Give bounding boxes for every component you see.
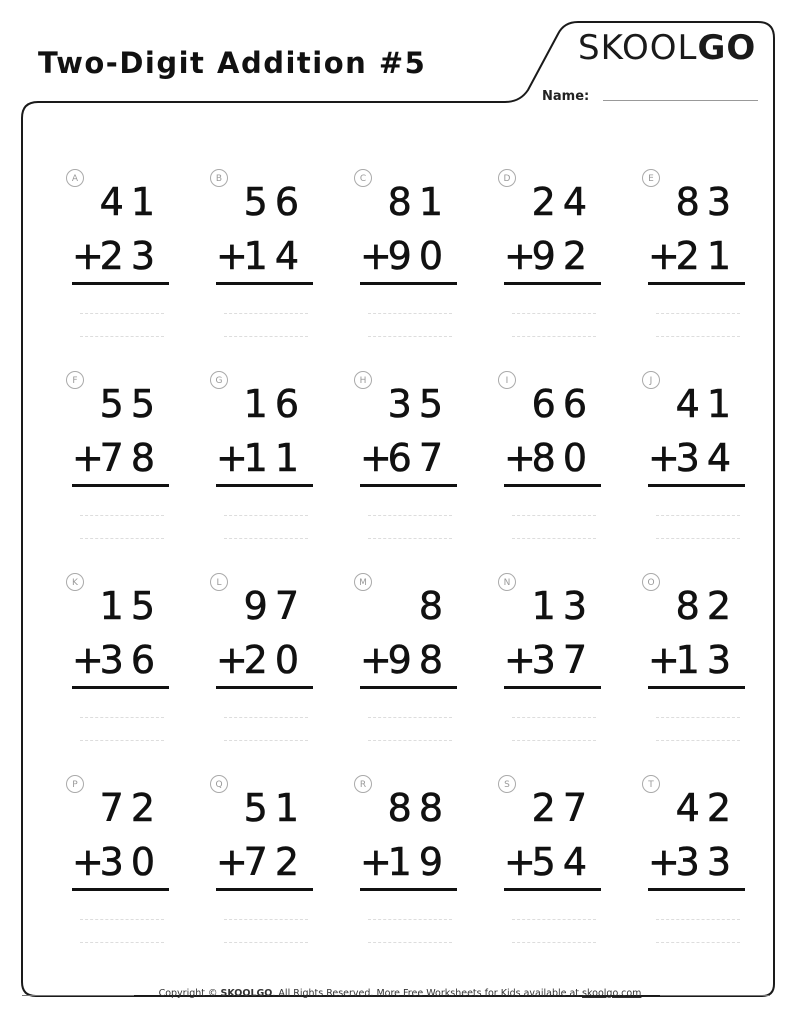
problem-c (324, 150, 468, 350)
answer-guide-line[interactable] (80, 942, 164, 943)
problem-letter-badge: M (354, 573, 372, 591)
problem-o (612, 554, 756, 754)
answer-line (360, 686, 457, 689)
bottom-addend: 80 (531, 436, 594, 480)
answer-guide-line[interactable] (224, 313, 308, 314)
answer-guide-line[interactable] (656, 740, 740, 741)
operator-row (216, 638, 314, 688)
operator-row (72, 840, 170, 890)
problem-letter-badge: K (66, 573, 84, 591)
answer-guide-line[interactable] (80, 538, 164, 539)
problem-letter-badge: L (210, 573, 228, 591)
plus-sign: + (72, 638, 104, 682)
top-addend: 81 (387, 180, 450, 224)
answer-guide-line[interactable] (512, 717, 596, 718)
bottom-addend: 13 (675, 638, 738, 682)
answer-guide-line[interactable] (368, 313, 452, 314)
answer-guide-line[interactable] (224, 538, 308, 539)
bottom-addend: 67 (387, 436, 450, 480)
operator-row (72, 234, 170, 284)
answer-guide-line[interactable] (512, 942, 596, 943)
worksheet-title: Two-Digit Addition #5 (38, 46, 427, 80)
bottom-addend: 21 (675, 234, 738, 278)
footer-brand: SKOOLGO (220, 988, 273, 999)
answer-guide-line[interactable] (80, 919, 164, 920)
problem-letter-badge: B (210, 169, 228, 187)
problem-t (612, 756, 756, 956)
answer-guide-line[interactable] (656, 336, 740, 337)
plus-sign: + (216, 638, 248, 682)
problem-p (36, 756, 180, 956)
answer-line (504, 484, 601, 487)
answer-guide-line[interactable] (224, 919, 308, 920)
answer-line (216, 888, 313, 891)
problem-letter-badge: N (498, 573, 516, 591)
top-addend: 27 (531, 786, 594, 830)
bottom-addend: 72 (243, 840, 306, 884)
top-addend: 51 (243, 786, 306, 830)
top-addend: 56 (243, 180, 306, 224)
answer-guide-line[interactable] (224, 717, 308, 718)
answer-guide-line[interactable] (80, 336, 164, 337)
problem-e (612, 150, 756, 350)
name-field[interactable] (603, 100, 758, 101)
problem-letter-badge: Q (210, 775, 228, 793)
footer-link[interactable]: skoolgo.com (582, 988, 642, 999)
answer-guide-line[interactable] (224, 515, 308, 516)
problem-q (180, 756, 324, 956)
bottom-addend: 19 (387, 840, 450, 884)
top-addend: 72 (99, 786, 162, 830)
problem-m (324, 554, 468, 754)
problem-j (612, 352, 756, 552)
answer-guide-line[interactable] (656, 313, 740, 314)
answer-line (648, 484, 745, 487)
operator-row (216, 840, 314, 890)
top-addend: 55 (99, 382, 162, 426)
problem-letter-badge: T (642, 775, 660, 793)
operator-row (216, 234, 314, 284)
answer-guide-line[interactable] (368, 942, 452, 943)
plus-sign: + (216, 436, 248, 480)
top-addend: 97 (243, 584, 306, 628)
answer-guide-line[interactable] (368, 538, 452, 539)
operator-row (648, 638, 746, 688)
footer-text-before: Copyright © (158, 988, 221, 999)
problem-s (468, 756, 612, 956)
problem-letter-badge: H (354, 371, 372, 389)
problem-letter-badge: P (66, 775, 84, 793)
logo-text-main: SKOOL (578, 28, 698, 68)
answer-line (216, 484, 313, 487)
bottom-addend: 37 (531, 638, 594, 682)
plus-sign: + (216, 234, 248, 278)
answer-guide-line[interactable] (368, 336, 452, 337)
answer-guide-line[interactable] (368, 717, 452, 718)
answer-line (504, 888, 601, 891)
skoolgo-logo (578, 28, 756, 68)
plus-sign: + (504, 638, 536, 682)
operator-row (648, 234, 746, 284)
answer-guide-line[interactable] (80, 717, 164, 718)
answer-guide-line[interactable] (656, 538, 740, 539)
top-addend: 83 (675, 180, 738, 224)
plus-sign: + (504, 840, 536, 884)
plus-sign: + (504, 234, 536, 278)
footer-text-middle: . All Rights Reserved. More Free Worksheets for Kids available at (272, 988, 583, 999)
top-addend: 24 (531, 180, 594, 224)
operator-row (72, 436, 170, 486)
answer-line (648, 282, 745, 285)
problem-k (36, 554, 180, 754)
problem-a (36, 150, 180, 350)
bottom-addend: 33 (675, 840, 738, 884)
operator-row (72, 638, 170, 688)
problem-letter-badge: C (354, 169, 372, 187)
problem-l (180, 554, 324, 754)
answer-guide-line[interactable] (656, 942, 740, 943)
operator-row (360, 436, 458, 486)
problem-letter-badge: D (498, 169, 516, 187)
problem-letter-badge: I (498, 371, 516, 389)
answer-guide-line[interactable] (80, 313, 164, 314)
answer-guide-line[interactable] (656, 919, 740, 920)
top-addend: 42 (675, 786, 738, 830)
answer-guide-line[interactable] (224, 942, 308, 943)
bottom-addend: 34 (675, 436, 738, 480)
top-addend: 16 (243, 382, 306, 426)
plus-sign: + (72, 840, 104, 884)
plus-sign: + (648, 840, 680, 884)
bottom-addend: 14 (243, 234, 306, 278)
problem-h (324, 352, 468, 552)
answer-guide-line[interactable] (80, 515, 164, 516)
bottom-addend: 36 (99, 638, 162, 682)
top-addend: 41 (99, 180, 162, 224)
operator-row (648, 840, 746, 890)
operator-row (504, 234, 602, 284)
answer-guide-line[interactable] (368, 515, 452, 516)
operator-row (360, 234, 458, 284)
plus-sign: + (360, 234, 392, 278)
answer-guide-line[interactable] (656, 717, 740, 718)
plus-sign: + (360, 436, 392, 480)
answer-line (216, 686, 313, 689)
answer-line (504, 686, 601, 689)
top-addend: 88 (387, 786, 450, 830)
answer-line (72, 484, 169, 487)
answer-guide-line[interactable] (512, 740, 596, 741)
answer-line (72, 686, 169, 689)
bottom-addend: 23 (99, 234, 162, 278)
bottom-addend: 20 (243, 638, 306, 682)
answer-guide-line[interactable] (368, 919, 452, 920)
answer-guide-line[interactable] (656, 515, 740, 516)
answer-guide-line[interactable] (224, 740, 308, 741)
problem-letter-badge: S (498, 775, 516, 793)
plus-sign: + (360, 840, 392, 884)
problem-letter-badge: F (66, 371, 84, 389)
plus-sign: + (216, 840, 248, 884)
bottom-addend: 90 (387, 234, 450, 278)
problem-f (36, 352, 180, 552)
answer-line (648, 686, 745, 689)
problem-letter-badge: J (642, 371, 660, 389)
answer-line (72, 282, 169, 285)
operator-row (504, 840, 602, 890)
top-addend: 13 (531, 584, 594, 628)
footer-copyright (0, 988, 800, 999)
answer-guide-line[interactable] (512, 313, 596, 314)
problem-letter-badge: O (642, 573, 660, 591)
problem-letter-badge: R (354, 775, 372, 793)
bottom-addend: 30 (99, 840, 162, 884)
problem-d (468, 150, 612, 350)
top-addend: 82 (675, 584, 738, 628)
operator-row (504, 638, 602, 688)
answer-line (72, 888, 169, 891)
plus-sign: + (504, 436, 536, 480)
plus-sign: + (72, 436, 104, 480)
name-label: Name: (542, 89, 590, 104)
answer-guide-line[interactable] (80, 740, 164, 741)
logo-text-go: GO (697, 28, 757, 68)
plus-sign: + (648, 638, 680, 682)
bottom-addend: 11 (243, 436, 306, 480)
plus-sign: + (72, 234, 104, 278)
problem-b (180, 150, 324, 350)
answer-guide-line[interactable] (512, 538, 596, 539)
bottom-addend: 92 (531, 234, 594, 278)
plus-sign: + (648, 234, 680, 278)
answer-guide-line[interactable] (224, 336, 308, 337)
answer-line (648, 888, 745, 891)
answer-guide-line[interactable] (512, 336, 596, 337)
bottom-addend: 98 (387, 638, 450, 682)
answer-line (216, 282, 313, 285)
answer-line (360, 888, 457, 891)
operator-row (360, 840, 458, 890)
answer-line (360, 282, 457, 285)
top-addend: 66 (531, 382, 594, 426)
operator-row (216, 436, 314, 486)
answer-guide-line[interactable] (368, 740, 452, 741)
top-addend: 15 (99, 584, 162, 628)
problem-g (180, 352, 324, 552)
answer-line (360, 484, 457, 487)
bottom-addend: 54 (531, 840, 594, 884)
answer-guide-line[interactable] (512, 919, 596, 920)
problem-letter-badge: G (210, 371, 228, 389)
operator-row (360, 638, 458, 688)
top-addend: 8 (418, 584, 450, 628)
plus-sign: + (360, 638, 392, 682)
plus-sign: + (648, 436, 680, 480)
answer-guide-line[interactable] (512, 515, 596, 516)
problem-n (468, 554, 612, 754)
problem-letter-badge: E (642, 169, 660, 187)
top-addend: 41 (675, 382, 738, 426)
problem-i (468, 352, 612, 552)
answer-line (504, 282, 601, 285)
operator-row (648, 436, 746, 486)
bottom-addend: 78 (99, 436, 162, 480)
operator-row (504, 436, 602, 486)
problem-r (324, 756, 468, 956)
top-addend: 35 (387, 382, 450, 426)
problem-letter-badge: A (66, 169, 84, 187)
